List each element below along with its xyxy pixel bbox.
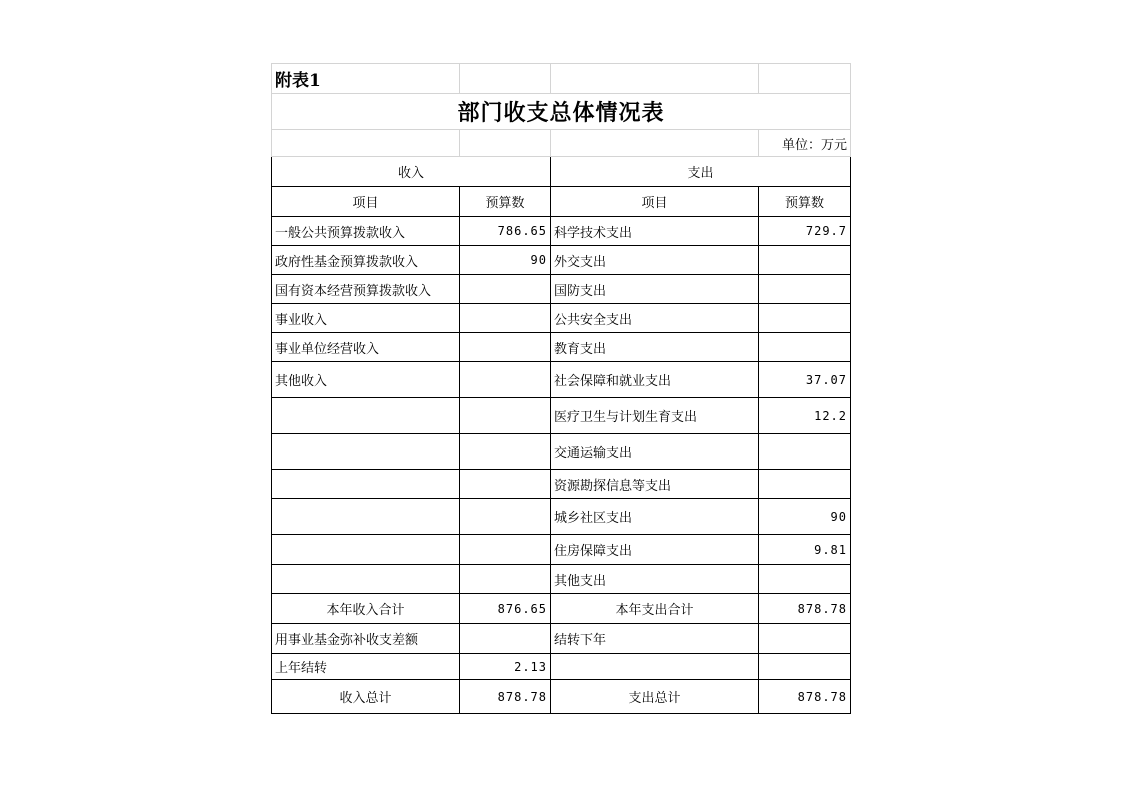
table-row (272, 362, 851, 398)
expense-value (759, 654, 851, 680)
table-row (272, 535, 851, 565)
income-value (460, 535, 551, 565)
income-total-label: 收入总计 (272, 680, 460, 714)
table-row (272, 217, 851, 246)
blank-cell (759, 64, 851, 94)
expense-item: 其他支出 (551, 565, 759, 594)
expense-item: 医疗卫生与计划生育支出 (551, 398, 759, 434)
table-row (272, 398, 851, 434)
table-row (272, 333, 851, 362)
blank-cell (551, 64, 759, 94)
expense-value: 90 (759, 499, 851, 535)
expense-item: 住房保障支出 (551, 535, 759, 565)
income-value (460, 624, 551, 654)
expense-item-header: 项目 (551, 187, 759, 217)
expense-subtotal-value: 878.78 (759, 594, 851, 624)
income-item (272, 565, 460, 594)
expense-item: 资源勘探信息等支出 (551, 470, 759, 499)
income-item: 事业收入 (272, 304, 460, 333)
subtotal-row (272, 594, 851, 624)
expense-value: 37.07 (759, 362, 851, 398)
total-row (272, 680, 851, 714)
blank-cell (272, 130, 460, 157)
expense-item: 社会保障和就业支出 (551, 362, 759, 398)
budget-summary-table (271, 63, 851, 714)
expense-item: 结转下年 (551, 624, 759, 654)
income-item: 用事业基金弥补收支差额 (272, 624, 460, 654)
income-value (460, 333, 551, 362)
income-value (460, 434, 551, 470)
blank-cell (551, 130, 759, 157)
attachment-label: 附表1 (272, 64, 460, 94)
expense-item: 城乡社区支出 (551, 499, 759, 535)
income-value: 2.13 (460, 654, 551, 680)
income-item: 政府性基金预算拨款收入 (272, 246, 460, 275)
income-item: 国有资本经营预算拨款收入 (272, 275, 460, 304)
expense-value: 729.7 (759, 217, 851, 246)
expense-total-label: 支出总计 (551, 680, 759, 714)
table-row (272, 470, 851, 499)
expense-value (759, 275, 851, 304)
income-value (460, 499, 551, 535)
income-item (272, 434, 460, 470)
expense-value: 9.81 (759, 535, 851, 565)
expense-item: 国防支出 (551, 275, 759, 304)
table-row (272, 499, 851, 535)
unit-label: 单位：万元 (759, 130, 851, 157)
income-item (272, 535, 460, 565)
expense-value (759, 624, 851, 654)
income-value (460, 470, 551, 499)
income-value (460, 362, 551, 398)
expense-value (759, 304, 851, 333)
income-item: 上年结转 (272, 654, 460, 680)
table-row (272, 434, 851, 470)
table-row (272, 304, 851, 333)
expense-item: 教育支出 (551, 333, 759, 362)
income-item (272, 470, 460, 499)
page-title: 部门收支总体情况表 (272, 94, 851, 130)
income-budget-header: 预算数 (460, 187, 551, 217)
income-item (272, 398, 460, 434)
income-value (460, 304, 551, 333)
blank-cell (460, 130, 551, 157)
expense-item: 外交支出 (551, 246, 759, 275)
income-header: 收入 (272, 157, 551, 187)
expense-item: 科学技术支出 (551, 217, 759, 246)
expense-subtotal-label: 本年支出合计 (551, 594, 759, 624)
income-value: 786.65 (460, 217, 551, 246)
blank-cell (460, 64, 551, 94)
expense-value (759, 333, 851, 362)
expense-value (759, 565, 851, 594)
income-value (460, 275, 551, 304)
expense-item: 公共安全支出 (551, 304, 759, 333)
income-item-header: 项目 (272, 187, 460, 217)
table-row (272, 624, 851, 654)
table-row (272, 565, 851, 594)
expense-item (551, 654, 759, 680)
income-total-value: 878.78 (460, 680, 551, 714)
income-item: 一般公共预算拨款收入 (272, 217, 460, 246)
income-value: 90 (460, 246, 551, 275)
income-subtotal-value: 876.65 (460, 594, 551, 624)
expense-value: 12.2 (759, 398, 851, 434)
table-row (272, 275, 851, 304)
expense-value (759, 246, 851, 275)
income-subtotal-label: 本年收入合计 (272, 594, 460, 624)
expense-total-value: 878.78 (759, 680, 851, 714)
income-item (272, 499, 460, 535)
expense-header: 支出 (551, 157, 851, 187)
income-value (460, 398, 551, 434)
table-row (272, 246, 851, 275)
income-value (460, 565, 551, 594)
expense-budget-header: 预算数 (759, 187, 851, 217)
income-item: 事业单位经营收入 (272, 333, 460, 362)
expense-item: 交通运输支出 (551, 434, 759, 470)
income-item: 其他收入 (272, 362, 460, 398)
expense-value (759, 470, 851, 499)
expense-value (759, 434, 851, 470)
table-row (272, 654, 851, 680)
